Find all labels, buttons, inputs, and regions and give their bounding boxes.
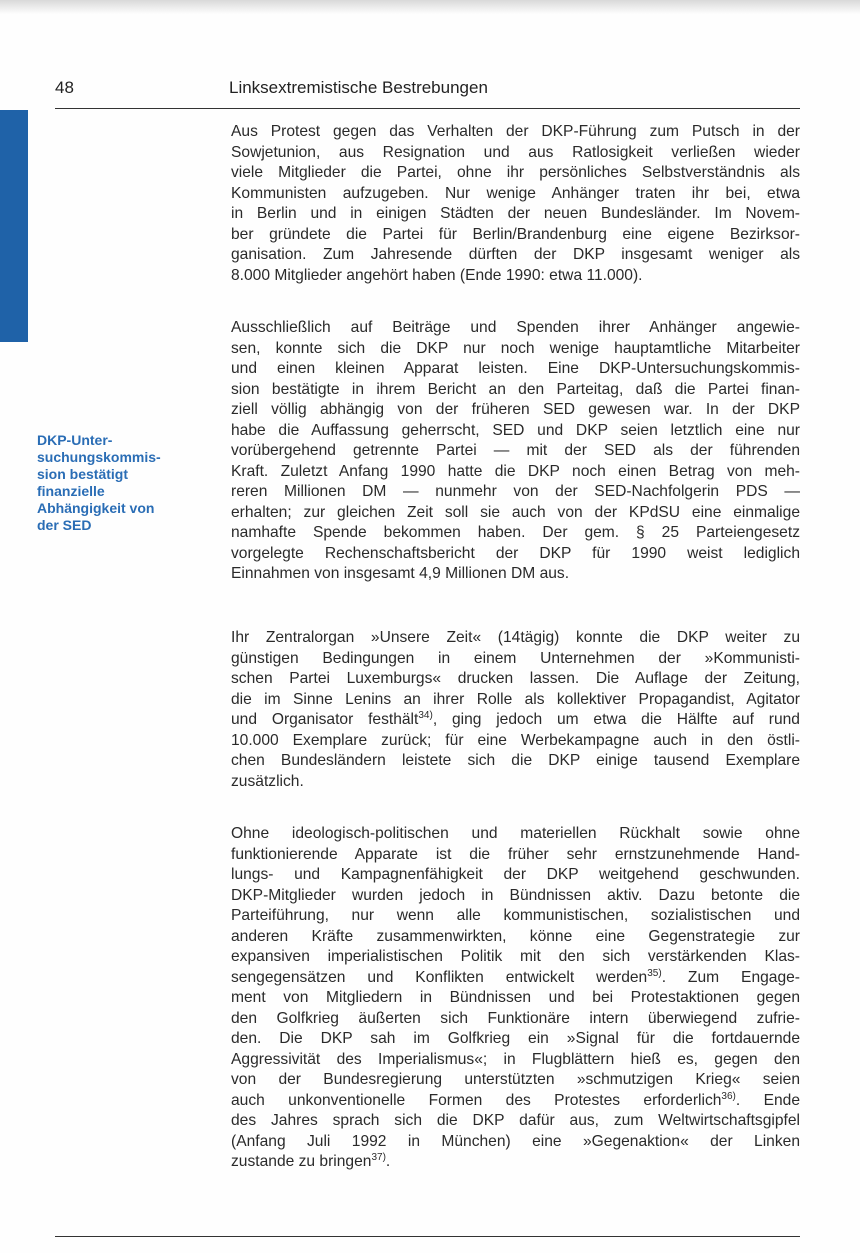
text-line-footnote-35	[231, 968, 800, 989]
text-line: Ausschließlich auf Beiträge und Spenden ihrer Anhänger angewie-	[231, 319, 800, 336]
footnote-ref-37: 37)	[371, 1151, 386, 1163]
text-line: den. Die DKP sah im Golfkrieg ein »Signal für die fortdauernde	[231, 1030, 800, 1047]
paragraph-alliances	[231, 824, 800, 1173]
margin-note-line: der SED	[37, 517, 92, 533]
text-line: Einnahmen von insgesamt 4,9 Millionen DM aus.	[231, 565, 570, 582]
margin-note-line: Abhängigkeit von	[37, 500, 155, 516]
text-fragment: , ging jedoch um etwa die Hälfte auf rund	[432, 711, 800, 728]
text-line: chen Bundesländern leistete sich die DKP einige tausend Exemplare	[231, 752, 800, 769]
text-line: DKP-Mitglieder wurden jedoch in Bündnissen aktiv. Dazu betonte die	[231, 886, 800, 904]
text-line: Ihr Zentralorgan »Unsere Zeit« (14tägig) konnte die DKP weiter zu	[231, 629, 800, 646]
header-rule	[55, 108, 800, 109]
text-fragment: auch unkonventionelle Formen des Protestes erforderlich	[231, 1091, 722, 1109]
paragraph-unsere-zeit	[231, 628, 800, 792]
text-line: namhafte Spende bekommen haben. Der gem. § 25 Parteiengesetz	[231, 524, 800, 541]
footnote-ref-35: 35)	[647, 967, 662, 979]
text-fragment: .	[385, 1153, 391, 1170]
text-line: des Jahres sprach sich die DKP dafür aus, zum Weltwirtschaftsgipfel	[231, 1112, 800, 1129]
text-line: 8.000 Mitglieder angehört haben (Ende 1990: etwa 11.000).	[231, 266, 643, 284]
text-line: ber gründete die Partei für Berlin/Brandenburg eine eigene Bezirksor-	[231, 225, 800, 243]
text-line: vorgelegte Rechenschaftsbericht der DKP für 1990 weist lediglich	[231, 544, 800, 562]
footnote-ref-36: 36)	[721, 1090, 736, 1102]
text-fragment: und Organisator festhält	[231, 711, 419, 728]
paragraph-finances	[231, 318, 800, 585]
text-line-footnote-37	[231, 1152, 800, 1173]
text-line: ziell völlig abhängig von der früheren SED gewesen war. In der DKP	[231, 401, 800, 418]
paragraph-putsch	[231, 122, 800, 286]
text-line: schen Partei Luxemburgs« drucken lassen. Die Auflage der Zeitung,	[231, 670, 800, 687]
text-line: reren Millionen DM — nunmehr von der SED-Nachfolgerin PDS —	[231, 483, 800, 500]
text-line: (Anfang Juli 1992 in München) eine »Gegenaktion« der Linken	[231, 1132, 800, 1150]
text-line: zusätzlich.	[231, 772, 304, 790]
text-line: Ohne ideologisch-politischen und materiellen Rückhalt sowie ohne	[231, 825, 800, 842]
text-line: von der Bundesregierung unterstützten »schmutzigen Krieg« seien	[231, 1071, 800, 1088]
text-fragment: sengegensätzen und Konflikten entwickelt werden	[231, 968, 648, 986]
text-line: Aggressivität des Imperialismus«; in Flugblättern hieß es, gegen den	[231, 1050, 800, 1068]
text-fragment: . Zum Engage-	[661, 968, 800, 986]
text-line: sen, konnte sich die DKP nur noch wenige hauptamtliche Mitarbeiter	[231, 339, 800, 357]
text-line: Sowjetunion, aus Resignation und aus Ratlosigkeit verließen wieder	[231, 143, 800, 161]
text-line: günstigen Bedingungen in einem Unternehmen der »Kommunisti-	[231, 649, 800, 667]
text-line: Parteiführung, nur wenn alle kommunistischen, sozialistischen und	[231, 907, 800, 924]
text-line: und einen kleinen Apparat leisten. Eine DKP-Untersuchungskommis-	[231, 360, 800, 377]
text-line: vorübergehend getrennte Partei — mit der SED als der führenden	[231, 442, 800, 459]
text-line: lungs- und Kampagnenfähigkeit der DKP weitgehend geschwunden.	[231, 866, 800, 883]
text-line: in Berlin und in einigen Städten der neuen Bundesländer. Im Novem-	[231, 205, 800, 222]
text-line: den Golfkrieg äußerten sich Funktionäre intern überwiegend zufrie-	[231, 1009, 800, 1027]
margin-note-line: DKP-Unter-	[37, 432, 113, 448]
text-line: habe die Auffassung geherrscht, SED und DKP seien letztlich eine nur	[231, 421, 800, 439]
margin-note	[37, 432, 202, 534]
text-line: Aus Protest gegen das Verhalten der DKP-Führung zum Putsch in der	[231, 123, 800, 140]
text-fragment: zustande zu bringen	[231, 1153, 372, 1170]
page-number: 48	[55, 78, 74, 97]
scan-edge-shadow	[0, 0, 860, 14]
text-line: erhalten; zur gleichen Zeit soll sie auch von der KPdSU eine einmalige	[231, 503, 800, 521]
margin-note-line: finanzielle	[37, 483, 105, 499]
text-line: ganisation. Zum Jahresende dürften der DKP insgesamt weniger als	[231, 246, 800, 263]
text-line: 10.000 Exemplare zurück; für eine Werbekampagne auch in den östli-	[231, 731, 800, 749]
footnote-ref-34: 34)	[418, 709, 433, 721]
text-fragment: . Ende	[735, 1091, 800, 1109]
footer-rule	[55, 1236, 800, 1237]
chapter-marker-bar	[0, 110, 28, 342]
text-line: Kraft. Zuletzt Anfang 1990 hatte die DKP noch einen Betrag von meh-	[231, 462, 800, 480]
text-line: anderen Kräfte zusammenwirkten, könne eine Gegenstrategie zur	[231, 927, 800, 945]
text-line: expansiven imperialistischen Politik mit den sich verstärkenden Klas-	[231, 948, 800, 965]
text-line-footnote-34	[231, 710, 800, 731]
margin-note-line: suchungskommis-	[37, 449, 161, 465]
text-line: viele Mitglieder die Partei, ohne ihr persönliches Selbstverständnis als	[231, 164, 800, 181]
text-line-footnote-36	[231, 1091, 800, 1112]
text-line: sion bestätigte in ihrem Bericht an den Parteitag, daß die Partei finan-	[231, 380, 800, 398]
text-line: funktionierende Apparate ist die früher sehr ernstzunehmende Hand-	[231, 845, 800, 863]
text-line: die im Sinne Lenins an ihrer Rolle als kollektiver Propagandist, Agitator	[231, 690, 800, 708]
running-header: Linksextremistische Bestrebungen	[229, 78, 488, 97]
text-line: Kommunisten aufzugeben. Nur wenige Anhänger traten ihr bei, etwa	[231, 184, 800, 202]
text-line: ment von Mitgliedern in Bündnissen und bei Protestaktionen gegen	[231, 989, 800, 1006]
margin-note-line: sion bestätigt	[37, 466, 129, 482]
